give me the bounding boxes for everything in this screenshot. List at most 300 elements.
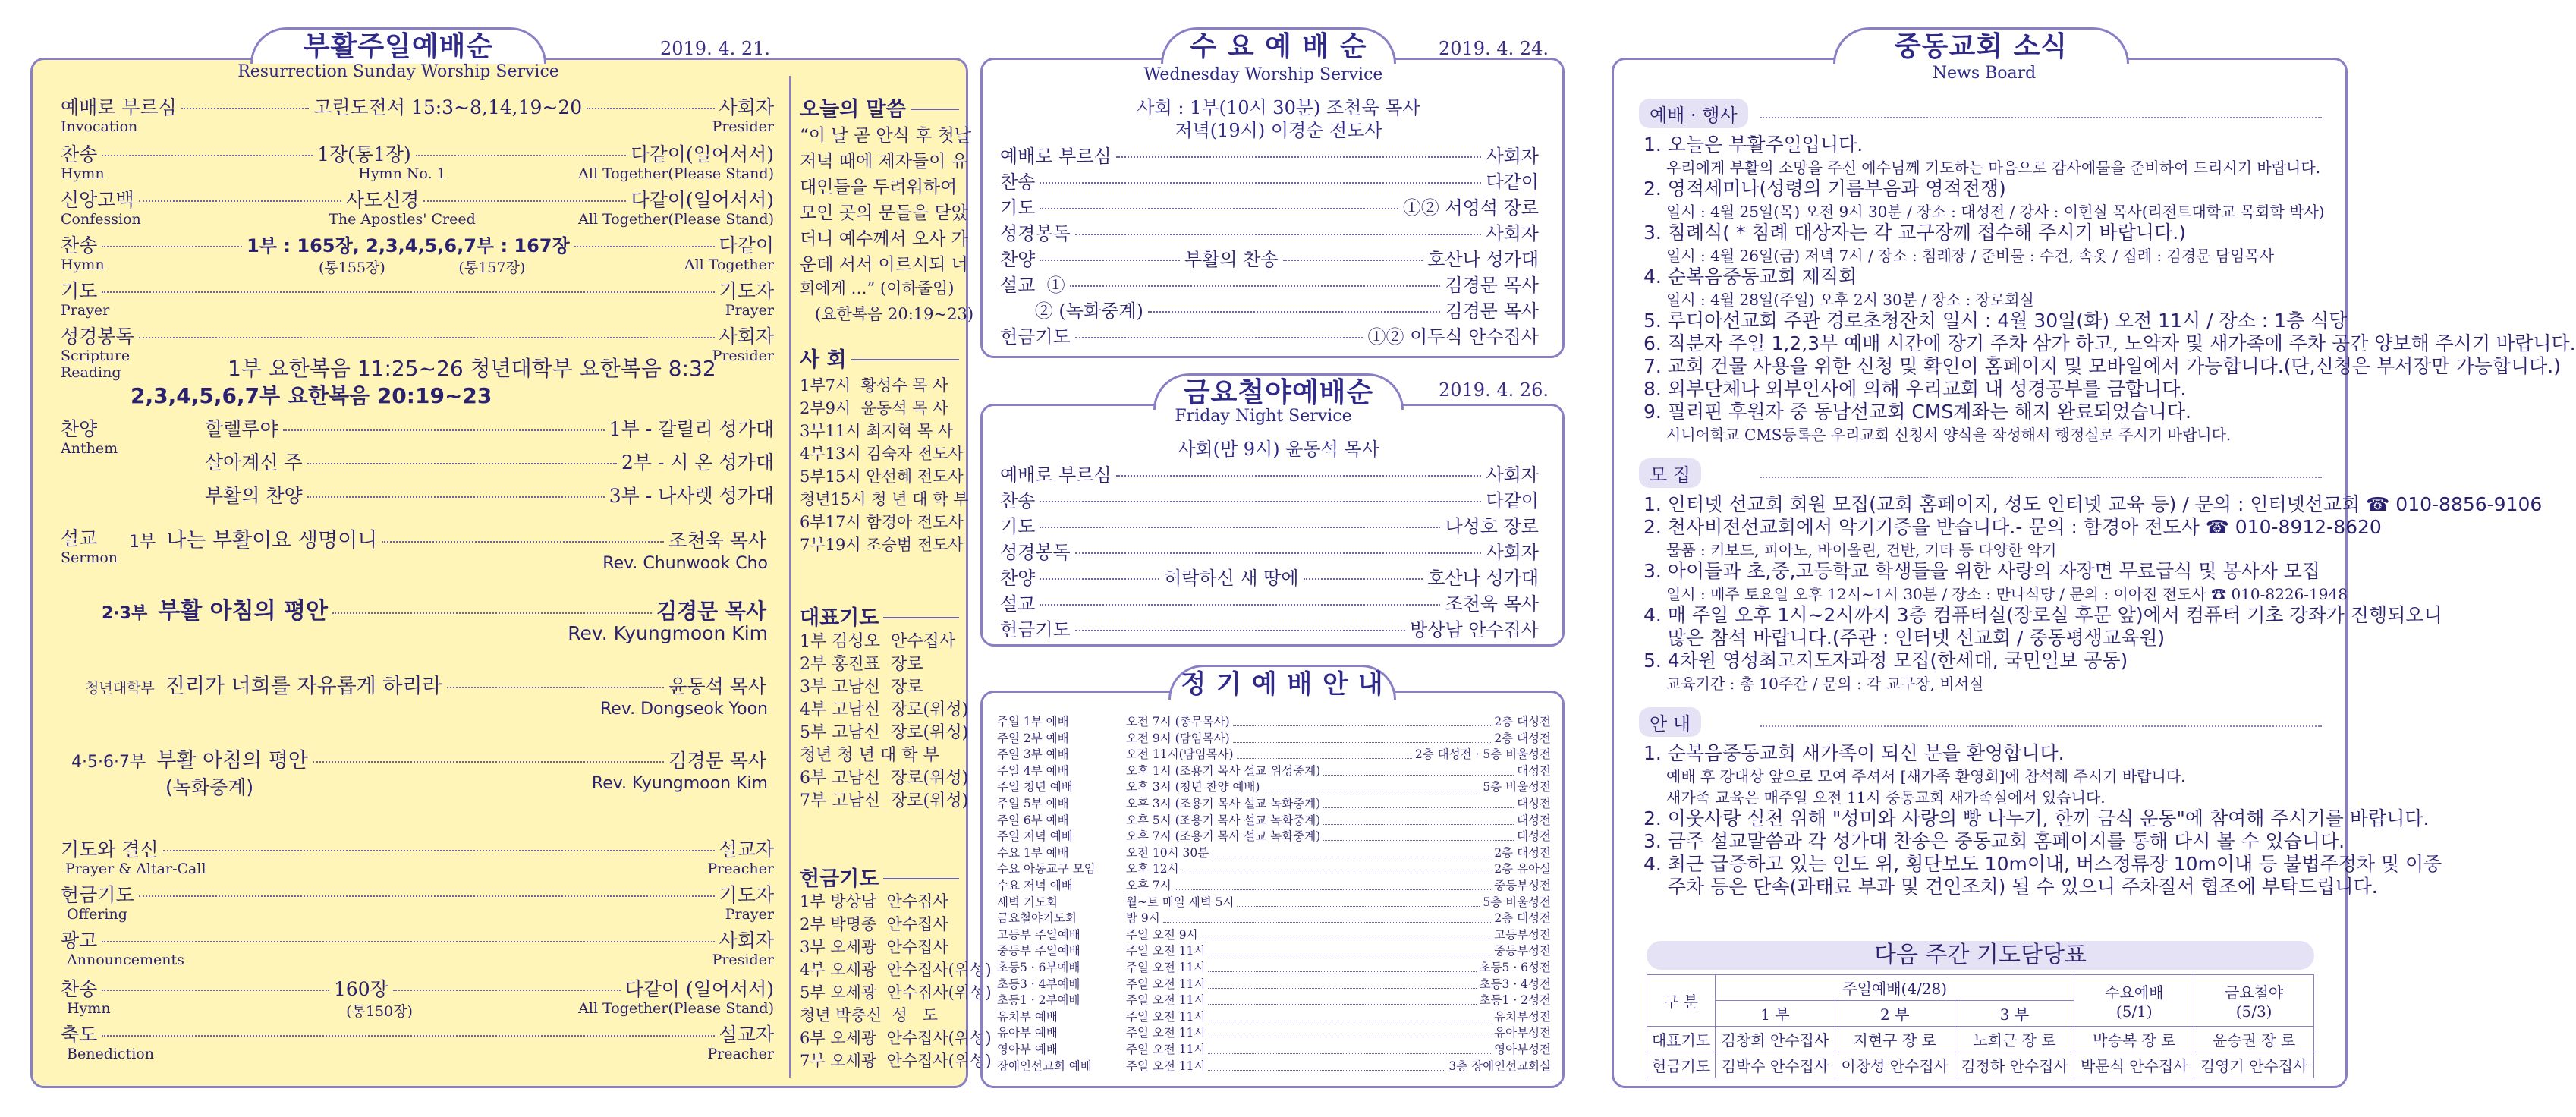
side-heading: [800, 343, 959, 373]
duty-cell: 김영기 안수집사: [2194, 1052, 2314, 1078]
news-title: 중동교회 소식: [1894, 31, 2068, 62]
leader-dots: [1208, 939, 1491, 955]
leader-dots: [1237, 742, 1412, 759]
schedule-place: 고등부성전: [1494, 927, 1551, 942]
order-row: [61, 926, 774, 953]
order-row: [1000, 511, 1539, 538]
leader-dots: [1323, 824, 1514, 841]
order-right-en: Prayer: [725, 302, 774, 319]
news-item-detail: 시니어학교 CMS등록은 우리교회 신청서 양식을 작성해서 행정실로 주시기 바랍니다.: [1666, 426, 2232, 444]
anthem-song: 할렐루야: [205, 418, 278, 440]
duty-cell: 김박수 안수집사: [1716, 1052, 1835, 1078]
anthem-row: [205, 448, 774, 475]
order-right: 김경문 목사: [1445, 300, 1539, 322]
news-item: 2. 이웃사랑 실천 위해 "성미와 사랑의 빵 나누기, 한끼 금식 운동"에 참여해 주시기를 바랍니다.: [1643, 807, 2430, 829]
leader-dots: [139, 337, 715, 338]
schedule-time: 오후 3시 (청년 찬양 예배): [1126, 780, 1260, 794]
word-line: 더니 예수께서 오사 가: [800, 229, 968, 249]
section-rule: [1760, 477, 2322, 478]
news-item: 4. 순복음중동교회 제직회: [1643, 266, 1857, 288]
schedule-place: 2층 대성전 · 5층 비울성전: [1414, 747, 1551, 762]
duty-title: 다음 주간 기도담당표: [1874, 942, 2087, 968]
sermon-pastor: 조천욱 목사: [668, 530, 766, 552]
leader-dots: [393, 990, 621, 991]
order-right: 방상남 안수집사: [1410, 619, 1539, 640]
order-right: 나성호 장로: [1445, 516, 1539, 537]
order-right-en: Prayer: [725, 906, 774, 923]
news-item-detail: 일시 : 4월 28일(주일) 오후 2시 30분 / 장소 : 장로회실: [1666, 291, 2034, 309]
leader-dots: [332, 612, 652, 614]
order-label-en: Announcements: [67, 952, 184, 968]
leader-dots: [1233, 726, 1492, 743]
order-right-en: All Together(Please Stand): [578, 1000, 774, 1017]
order-label: 기도: [61, 280, 98, 302]
news-item: 5. 루디아선교회 주관 경로초청잔치 일시 : 4월 30일(화) 오전 11시 / 장소 : 1층 식당: [1643, 310, 2348, 332]
leader-dots: [1208, 955, 1476, 972]
order-row: [61, 974, 774, 1002]
friday-date: 2019. 4. 26.: [1439, 379, 1549, 401]
order-center-en: (통150장): [346, 1003, 413, 1020]
leader-dots: [102, 246, 242, 247]
host-line: 7부19시 조승범 전도사: [800, 536, 964, 554]
leader-dots: [1323, 808, 1514, 825]
anthem-label-en: Anthem: [61, 440, 118, 457]
leader-dots: [102, 990, 329, 991]
leader-dots: [1263, 775, 1480, 791]
sermon-row: [102, 592, 766, 625]
order-label: 예배로 부르심: [1000, 464, 1112, 486]
order-right: 사회자: [1486, 464, 1539, 486]
sermon-label-en: Sermon: [61, 549, 118, 566]
schedule-place: 유치부성전: [1494, 1009, 1551, 1024]
schedule-name: 중등부 주일예배: [997, 944, 1080, 958]
schedule-time: 밤 9시: [1126, 911, 1160, 926]
order-right: 다같이: [1486, 490, 1539, 511]
order-center: 1장(통1장): [316, 143, 411, 165]
reading-line-1: 1부 요한복음 11:25~26 청년대학부 요한복음 8:32: [228, 356, 716, 381]
order-row: [1000, 141, 1539, 168]
news-item-cont: 많은 참석 바랍니다.(주관 : 인터넷 선교회 / 중동평생교육원): [1643, 627, 2166, 649]
duty-cell: 노희근 장 로: [1955, 1027, 2074, 1052]
order-right-en: Preacher: [707, 861, 774, 877]
order-row: [61, 880, 774, 908]
duty-part-3: 3 부: [1955, 1001, 2074, 1027]
duty-header-label: 구 분: [1647, 975, 1716, 1027]
side-heading-text: 헌금기도: [800, 867, 879, 891]
news-item: 2. 천사비전선교회에서 악기기증을 받습니다.- 문의 : 함경아 전도사 ☎ 010-8912-8620: [1643, 516, 2382, 538]
order-label-en: Invocation: [61, 118, 138, 135]
schedule-name: 영아부 예배: [997, 1043, 1058, 1056]
schedule-time: 오후 12시: [1126, 862, 1179, 876]
leader-dots: [313, 761, 664, 763]
duty-cell: 헌금기도: [1647, 1052, 1716, 1078]
schedule-time: 오전 11시(담임목사): [1126, 747, 1234, 762]
wednesday-subtitle: Wednesday Worship Service: [1143, 65, 1383, 84]
news-item-detail: 일시 : 4월 26일(금) 저녁 7시 / 장소 : 침례장 / 준비물 : 수건, 속옷 / 집례 : 김경문 담임목사: [1666, 247, 2275, 265]
schedule-name: 주일 저녁 예배: [997, 829, 1073, 844]
wednesday-host-1: 사회 : 1부(10시 30분) 조천욱 목사: [1137, 97, 1420, 118]
leader-dots: [1116, 156, 1482, 158]
schedule-time: 주일 오전 11시: [1126, 1043, 1206, 1056]
sermon-title: 부활 아침의 평안: [158, 598, 328, 625]
schedule-place: 중등부성전: [1494, 879, 1551, 892]
prayer-line: 1부 김성오 안수집사: [800, 632, 955, 651]
schedule-place: 3층 장애인선교회실: [1448, 1059, 1551, 1073]
order-row: [1000, 193, 1539, 219]
sermon-title: 진리가 너희를 자유롭게 하리라: [165, 675, 442, 698]
anthem-row: [205, 414, 774, 442]
schedule-time: 오전 10시 30분: [1126, 845, 1209, 860]
leader-dots: [1237, 890, 1480, 907]
order-row: [1000, 219, 1539, 245]
offer-line: 5부 오세광 안수집사(위성): [800, 983, 992, 1002]
side-heading-text: 사 회: [800, 348, 847, 372]
leader-dots: [163, 850, 715, 851]
leader-dots: [423, 200, 626, 202]
order-label: 찬송: [61, 978, 98, 1000]
order-row: [1000, 537, 1539, 564]
order-label: 설교 ①: [1000, 275, 1065, 296]
heading-rule: [911, 109, 959, 110]
order-row: [1000, 167, 1539, 194]
heading-rule: [883, 617, 959, 618]
heading-rule: [883, 878, 959, 879]
order-right: 다같이: [719, 234, 774, 256]
leader-dots: [139, 200, 341, 202]
order-center: 허락하신 새 땅에: [1164, 568, 1299, 589]
leader-dots: [1175, 873, 1491, 890]
sunday-title-tab: [250, 27, 546, 64]
leader-dots: [1212, 841, 1491, 857]
order-row: [61, 93, 774, 120]
news-item-detail: 일시 : 4월 25일(목) 오전 9시 30분 / 장소 : 대성전 / 강사 : 이현실 목사(리전트대학교 목회학 박사): [1666, 203, 2325, 221]
order-right: 다같이 (일어서서): [624, 978, 775, 1000]
offer-line: 2부 박명종 안수집사: [800, 915, 948, 933]
friday-host: 사회(밤 9시) 윤동석 목사: [1178, 439, 1379, 460]
schedule-name: 수요 저녁 예배: [997, 879, 1073, 892]
order-row: [1000, 244, 1539, 271]
sunday-title: 부활주일예배순: [303, 31, 494, 62]
leader-dots: [181, 108, 309, 109]
offer-line: 3부 오세광 안수집사: [800, 938, 948, 956]
order-label: 찬송: [61, 234, 98, 256]
reading-line-2: 2,3,4,5,6,7부 요한복음 20:19~23: [131, 383, 492, 408]
duty-cell: 이창성 안수집사: [1835, 1052, 1955, 1078]
leader-dots: [1075, 234, 1482, 235]
schedule-name: 초등3 · 4부예배: [997, 977, 1080, 991]
schedule-place: 유아부성전: [1494, 1026, 1551, 1040]
wednesday-host-2: 저녁(19시) 이경순 전도사: [1175, 120, 1382, 141]
sermon-title: 나는 부활이요 생명이니: [166, 529, 378, 552]
leader-dots: [283, 429, 605, 431]
order-label-en: Prayer: [61, 302, 110, 319]
schedule-time: 주일 오전 11시: [1126, 944, 1206, 958]
order-center-en: The Apostles' Creed: [329, 211, 476, 228]
prayer-line: 2부 홍진표 장로: [800, 655, 923, 674]
leader-dots: [447, 687, 665, 688]
order-right-en: Presider: [712, 952, 774, 968]
word-line: 모인 곳의 문들을 닫았: [800, 203, 968, 223]
news-item: 5. 4차원 영성최고지도자과정 모집(한세대, 국민일보 공동): [1643, 650, 2128, 672]
prayer-line: 7부 고남신 장로(위성): [800, 791, 969, 810]
leader-dots: [1040, 208, 1398, 209]
order-center: 부활의 찬송: [1184, 249, 1279, 270]
sermon-label: 설교: [61, 527, 98, 549]
anthem-choir: 1부 - 갈릴리 성가대: [609, 418, 774, 440]
leader-dots: [1040, 578, 1159, 580]
sermon-pastor: 윤동석 목사: [668, 675, 766, 697]
order-center-en: Hymn No. 1: [358, 165, 446, 182]
schedule-name: 주일 청년 예배: [997, 780, 1073, 794]
order-right: 호산나 성가대: [1427, 568, 1539, 589]
order-right: 설교자: [719, 839, 774, 861]
news-item: 8. 외부단체나 외부인사에 의해 우리교회 내 성경공부를 금합니다.: [1643, 378, 2187, 400]
order-label-en: Confession: [61, 211, 141, 228]
sermon-part: 2·3부: [102, 604, 148, 623]
duty-table: [1647, 974, 2314, 1078]
schedule-name: 주일 1부 예배: [997, 715, 1069, 728]
schedule-place: 대성전: [1517, 797, 1551, 810]
order-label-en: Hymn: [61, 165, 105, 182]
order-row: [1000, 322, 1539, 348]
host-line: 청년15시 청 년 대 학 부: [800, 490, 969, 508]
order-row: [1000, 296, 1539, 323]
duty-title-bar: [1647, 941, 2314, 970]
leader-dots: [1163, 906, 1492, 923]
duty-row-offer: [1647, 1052, 2314, 1078]
order-right-en: Preacher: [707, 1046, 774, 1062]
order-right: 다같이(일어서서): [631, 143, 774, 165]
leader-dots: [1040, 604, 1440, 606]
schedule-name: 유아부 예배: [997, 1026, 1058, 1040]
order-label-en: Scripture Reading: [61, 348, 131, 381]
order-label-en: Offering: [67, 906, 127, 923]
word-line: 희에게 …” (이하줄임): [800, 279, 955, 297]
schedule-place: 5층 비울성전: [1483, 895, 1551, 909]
order-row: [1000, 563, 1539, 590]
news-item-detail: 교육기간 : 총 10주간 / 문의 : 각 교구장, 비서실: [1666, 675, 1984, 693]
news-section-badge: 모 집: [1639, 458, 1701, 488]
order-right: 기도자: [719, 280, 774, 302]
leader-dots: [1040, 527, 1440, 528]
schedule-time: 오후 7시 (조용기 목사 설교 녹화중계): [1126, 829, 1321, 844]
schedule-time: 주일 오전 11시: [1126, 1026, 1206, 1040]
sermon-row: [71, 744, 766, 773]
news-item: 3. 아이들과 초,중,고등학교 학생들을 위한 사랑의 자장면 무료급식 및 봉사자 모집: [1643, 560, 2321, 582]
prayer-line: 청년 청 년 대 학 부: [800, 746, 939, 765]
order-row: [61, 835, 774, 862]
schedule-time: 주일 오전 11시: [1126, 961, 1206, 974]
news-item-detail: 일시 : 매주 토요일 오후 12시~1시 30분 / 장소 : 만나식당 / 문의 : 이아진 전도사 ☎ 010-8226-1948: [1666, 585, 2348, 603]
leader-dots: [102, 1035, 714, 1037]
news-item: 6. 직분자 주일 1,2,3부 예배 시간에 장기 주차 삼가 하고, 노약자 및 새가족에 주차 공간 양보해 주시기 바랍니다.: [1643, 332, 2576, 354]
prayer-line: 6부 고남신 장로(위성): [800, 769, 969, 788]
order-row: [61, 140, 774, 167]
sermon-part: 1부: [129, 533, 156, 552]
order-label: 성경봉독: [1000, 223, 1071, 244]
leader-dots: [1208, 1021, 1491, 1037]
leader-dots: [1075, 630, 1405, 631]
schedule-name: 새벽 기도회: [997, 895, 1058, 909]
news-item: 7. 교회 건물 사용을 위한 신청 및 확인이 홈페이지 및 모바일에서 가능합니다.(단,신청은 부서장만 가능합니다.): [1643, 355, 2561, 377]
sunday-subtitle: Resurrection Sunday Worship Service: [237, 62, 559, 81]
schedule-name: 주일 4부 예배: [997, 763, 1069, 778]
word-line: 운데 서서 이르시되 너: [800, 255, 968, 275]
sermon-title-2: (녹화중계): [165, 776, 254, 798]
offer-line: 7부 오세광 안수집사(위성): [800, 1052, 992, 1070]
anthem-song: 살아계신 주: [205, 452, 303, 474]
order-label: 성경봉독: [61, 326, 134, 348]
leader-dots: [1233, 710, 1492, 726]
leader-dots: [1040, 182, 1481, 184]
anthem-choir: 3부 - 나사렛 성가대: [609, 485, 774, 507]
schedule-time: 주일 오전 9시: [1126, 927, 1198, 942]
order-right: 호산나 성가대: [1427, 249, 1540, 270]
word-line: “이 날 곧 안식 후 첫날: [800, 126, 972, 146]
leader-dots: [1075, 337, 1363, 338]
leader-dots: [1208, 1005, 1491, 1021]
sermon-pastor-en: Rev. Kyungmoon Kim: [591, 774, 768, 793]
leader-dots: [1040, 260, 1180, 261]
order-right: 사회자: [1486, 146, 1539, 167]
leader-dots: [587, 108, 714, 109]
friday-title: 금요철야예배순: [1183, 377, 1374, 408]
schedule-name: 수요 1부 예배: [997, 845, 1069, 860]
regular-title-tab: [1168, 665, 1396, 700]
schedule-name: 주일 3부 예배: [997, 747, 1069, 762]
order-label: 설교: [1000, 593, 1036, 615]
schedule-time: 주일 오전 11시: [1126, 1059, 1206, 1073]
sermon-pastor: 김경문 목사: [668, 750, 766, 772]
news-item-detail: 물품 : 키보드, 피아노, 바이올린, 건반, 기타 등 다양한 악기: [1666, 541, 2057, 559]
order-right: 사회자: [719, 96, 774, 118]
side-heading: [800, 601, 959, 631]
host-line: 1부7시 황성수 목 사: [800, 376, 948, 395]
schedule-place: 2층 대성전: [1494, 911, 1551, 926]
leader-dots: [416, 155, 627, 156]
schedule-name: 주일 5부 예배: [997, 797, 1069, 810]
duty-cell: 대표기도: [1647, 1027, 1716, 1052]
order-center: 160장: [333, 978, 388, 1000]
leader-dots: [1208, 988, 1476, 1005]
duty-part-1: 1 부: [1716, 1001, 1835, 1027]
leader-dots: [1182, 857, 1492, 873]
prayer-line: 4부 고남신 장로(위성): [800, 700, 969, 719]
duty-header-sunday: 주일예배(4/28): [1716, 975, 2074, 1001]
sermon-pastor-en: Rev. Kyungmoon Kim: [568, 622, 768, 644]
side-heading: [800, 93, 959, 122]
duty-cell: 박승복 장 로: [2074, 1027, 2194, 1052]
leader-dots: [1208, 1037, 1491, 1054]
order-label: 찬양: [1000, 249, 1036, 270]
order-right-en: Presider: [712, 118, 774, 135]
order-right-en: All Together: [684, 256, 774, 273]
leader-dots: [1208, 1054, 1445, 1071]
order-label: ② (녹화중계): [1000, 300, 1143, 322]
order-right: 설교자: [719, 1024, 774, 1046]
schedule-name: 수요 아동교구 모임: [997, 862, 1096, 876]
host-line: 6부17시 함경아 전도사: [800, 513, 964, 531]
prayer-line: 3부 고남신 장로: [800, 678, 923, 697]
news-item: 1. 인터넷 선교회 회원 모집(교회 홈페이지, 성도 인터넷 교육 등) / 문의 : 인터넷선교회 ☎ 010-8856-9106: [1643, 493, 2543, 515]
schedule-name: 초등5 · 6부예배: [997, 961, 1080, 974]
order-label: 예배로 부르심: [1000, 146, 1112, 167]
leader-dots: [102, 291, 714, 293]
duty-cell: 김정하 안수집사: [1955, 1052, 2074, 1078]
leader-dots: [1075, 552, 1482, 554]
schedule-time: 오전 7시 (총무목사): [1126, 715, 1230, 728]
host-line: 5부15시 안선혜 전도사: [800, 467, 964, 486]
order-label: 축도: [61, 1024, 98, 1046]
order-row: [61, 231, 774, 258]
news-item: 1. 오늘은 부활주일입니다.: [1643, 134, 1864, 156]
sermon-row: [85, 669, 766, 699]
duty-cell: 김창희 안수집사: [1716, 1027, 1835, 1052]
schedule-name: 유치부 예배: [997, 1009, 1058, 1024]
order-right: 다같이: [1486, 171, 1539, 193]
regular-title: 정 기 예 배 안 내: [1181, 669, 1384, 700]
order-right: ①② 서영석 장로: [1402, 197, 1539, 219]
order-right: 김경문 목사: [1445, 275, 1539, 296]
order-right: 사회자: [1486, 223, 1539, 244]
leader-dots: [1304, 578, 1423, 580]
order-label: 기도: [1000, 197, 1036, 219]
leader-dots: [1070, 285, 1441, 287]
duty-cell: 박문식 안수집사: [2074, 1052, 2194, 1078]
news-item-detail: 예배 후 강대상 앞으로 모여 주셔서 [새가족 환영회]에 참석해 주시기 바랍니다.: [1666, 767, 2186, 785]
news-item-detail: 새가족 교육은 매주일 오전 11시 중동교회 새가족실에서 있습니다.: [1666, 788, 2106, 807]
anthem-choir: 2부 - 시 온 성가대: [621, 452, 774, 474]
schedule-place: 2층 유아실: [1494, 862, 1551, 876]
schedule-place: 대성전: [1517, 813, 1551, 827]
word-line: 대인들을 두려워하여: [800, 178, 958, 197]
wednesday-date: 2019. 4. 24.: [1439, 38, 1549, 59]
news-item-cont: 주차 등은 단속(과태료 부과 및 견인조치) 될 수 있으니 주차질서 협조에 부탁드립니다.: [1643, 876, 2378, 898]
leader-dots: [382, 541, 664, 543]
sermon-part: 4·5·6·7부: [71, 753, 146, 772]
order-label: 기도와 결신: [61, 839, 159, 861]
word-line: (요한복음 20:19~23): [815, 305, 974, 323]
schedule-time: 주일 오전 11시: [1126, 977, 1206, 991]
news-item: 9. 필리핀 후원자 중 동남선교회 CMS계좌는 해지 완료되었습니다.: [1643, 401, 2191, 423]
anthem-row: [205, 481, 774, 508]
order-label: 헌금기도: [1000, 619, 1071, 640]
section-rule: [1760, 725, 2322, 727]
news-subtitle: News Board: [1932, 64, 2037, 83]
schedule-row: [997, 1058, 1551, 1075]
sermon-pastor-en: Rev. Dongseok Yoon: [599, 700, 768, 719]
schedule-place: 대성전: [1517, 829, 1551, 844]
order-right: 다같이(일어서서): [631, 189, 774, 211]
order-right: 조천욱 목사: [1445, 593, 1539, 615]
order-label: 예배로 부르심: [61, 96, 177, 118]
order-label-en: Prayer & Altar-Call: [65, 861, 206, 877]
order-row: [1000, 486, 1539, 512]
schedule-place: 2층 대성전: [1494, 715, 1551, 728]
leader-dots: [139, 895, 715, 897]
order-label: 찬송: [1000, 171, 1036, 193]
friday-subtitle: Friday Night Service: [1175, 407, 1352, 426]
leader-dots: [1208, 972, 1476, 989]
sermon-row: [129, 524, 766, 553]
order-row: [61, 1020, 774, 1047]
order-label-en: Hymn: [67, 1000, 111, 1017]
order-right: ①② 이두식 안수집사: [1367, 326, 1539, 348]
duty-header-wed: 수요예배 (5/1): [2074, 975, 2194, 1027]
order-label: 성경봉독: [1000, 542, 1071, 563]
host-line: 2부9시 윤동석 목 사: [800, 399, 948, 417]
news-item: 4. 최근 급증하고 있는 인도 위, 횡단보도 10m이내, 버스정류장 10m이내 등 불법주정차 및 이중: [1643, 853, 2442, 875]
